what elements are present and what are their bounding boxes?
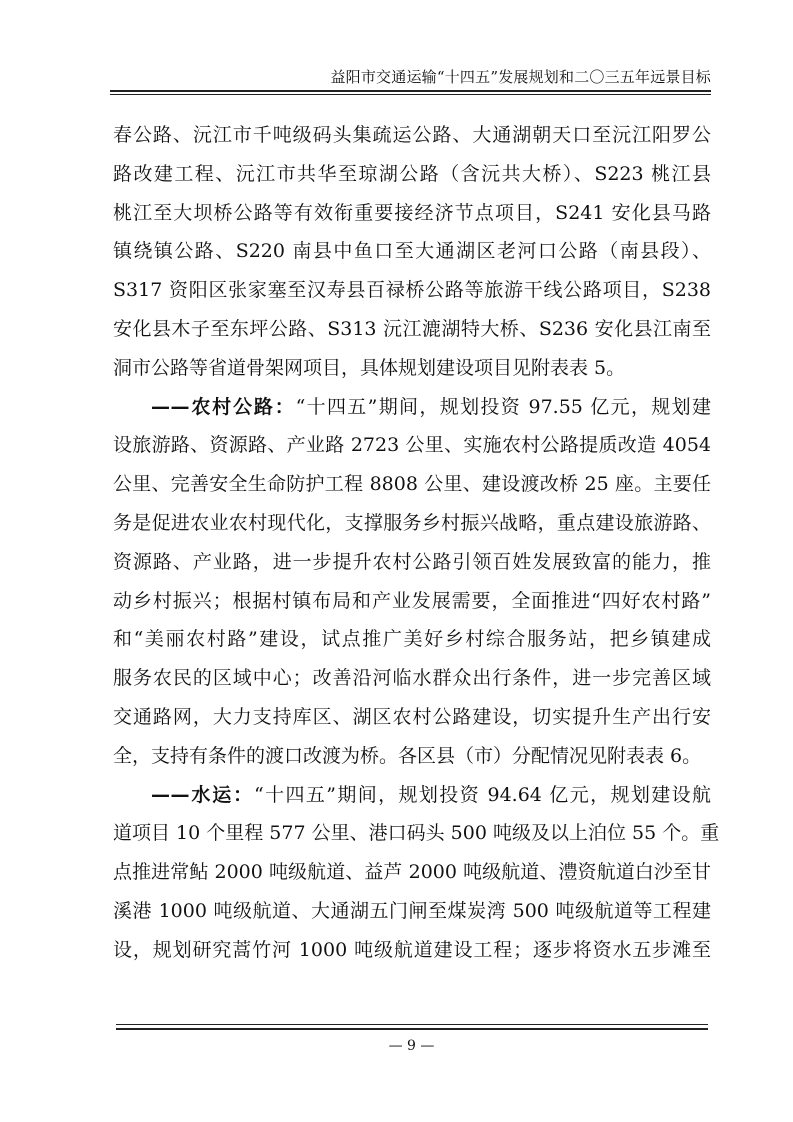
text-line: 和“美丽农村路”建设，试点推广美好乡村综合服务站，把乡镇建成 bbox=[113, 628, 711, 651]
text-run: “十四五”期间，规划投资 94.64 亿元，规划建设航 bbox=[254, 783, 711, 806]
text-run: “十四五”期间，规划投资 97.55 亿元，规划建 bbox=[295, 395, 711, 418]
text-line: 路改建工程、沅江市共华至琼湖公路（含沅共大桥）、S223 桃江县 bbox=[113, 162, 711, 185]
text-line: 务是促进农业农村现代化，支撑服务乡村振兴战略，重点建设旅游路、 bbox=[113, 511, 711, 534]
footer-rule bbox=[116, 1028, 708, 1030]
text-line: 资源路、产业路，进一步提升农村公路引领百姓发展致富的能力，推 bbox=[113, 550, 711, 573]
section-lead-waterway: ——水运： bbox=[151, 783, 255, 806]
text-line: 安化县木子至东坪公路、S313 沅江漉湖特大桥、S236 安化县江南至 bbox=[113, 317, 711, 340]
header-rule-thin bbox=[110, 94, 711, 95]
text-line: 全，支持有条件的渡口改渡为桥。各区县（市）分配情况见附表表 6。 bbox=[113, 744, 702, 767]
rural-roads-paragraph-start bbox=[113, 388, 711, 427]
text-line: 点推进常鲇 2000 吨级航道、益芦 2000 吨级航道、澧资航道白沙至甘 bbox=[113, 861, 711, 884]
text-line: 桃江至大坝桥公路等有效衔重要接经济节点项目，S241 安化县马路 bbox=[113, 201, 711, 224]
text-line: 溪港 1000 吨级航道、大通湖五门闸至煤炭湾 500 吨级航道等工程建 bbox=[113, 899, 711, 922]
text-line: 动乡村振兴；根据村镇布局和产业发展需要，全面推进“四好农村路” bbox=[113, 589, 711, 612]
text-line: 交通路网，大力支持库区、湖区农村公路建设，切实提升生产出行安 bbox=[113, 705, 711, 728]
text-line: 公里、完善安全生命防护工程 8808 公里、建设渡改桥 25 座。主要任 bbox=[113, 473, 711, 496]
text-line: 春公路、沅江市千吨级码头集疏运公路、大通湖朝天口至沅江阳罗公 bbox=[113, 124, 711, 146]
page-number: — 9 — bbox=[388, 1038, 435, 1054]
text-line: 洞市公路等省道骨架网项目，具体规划建设项目见附表表 5。 bbox=[113, 356, 626, 379]
page-content bbox=[113, 116, 720, 970]
text-line: 镇绕镇公路、S220 南县中鱼口至大通湖区老河口公路（南县段）、 bbox=[113, 240, 711, 263]
text-line: S317 资阳区张家塞至汉寿县百禄桥公路等旅游干线公路项目，S238 bbox=[113, 279, 711, 302]
section-lead-rural-roads: ——农村公路： bbox=[151, 395, 296, 418]
footer-rule-thin bbox=[116, 1024, 708, 1025]
waterway-paragraph-start bbox=[113, 776, 711, 815]
running-header: 益阳市交通运输“十四五”发展规划和二〇三五年远景目标 bbox=[330, 68, 711, 86]
header-rule bbox=[110, 90, 711, 92]
text-line: 服务农民的区域中心；改善沿河临水群众出行条件，进一步完善区域 bbox=[113, 667, 711, 690]
text-line: 设旅游路、资源路、产业路 2723 公里、实施农村公路提质改造 4054 bbox=[113, 434, 711, 457]
text-line: 设，规划研究蒿竹河 1000 吨级航道建设工程；逐步将资水五步滩至 bbox=[113, 938, 711, 961]
text-line: 道项目 10 个里程 577 公里、港口码头 500 吨级及以上泊位 55 个。重 bbox=[113, 822, 720, 845]
